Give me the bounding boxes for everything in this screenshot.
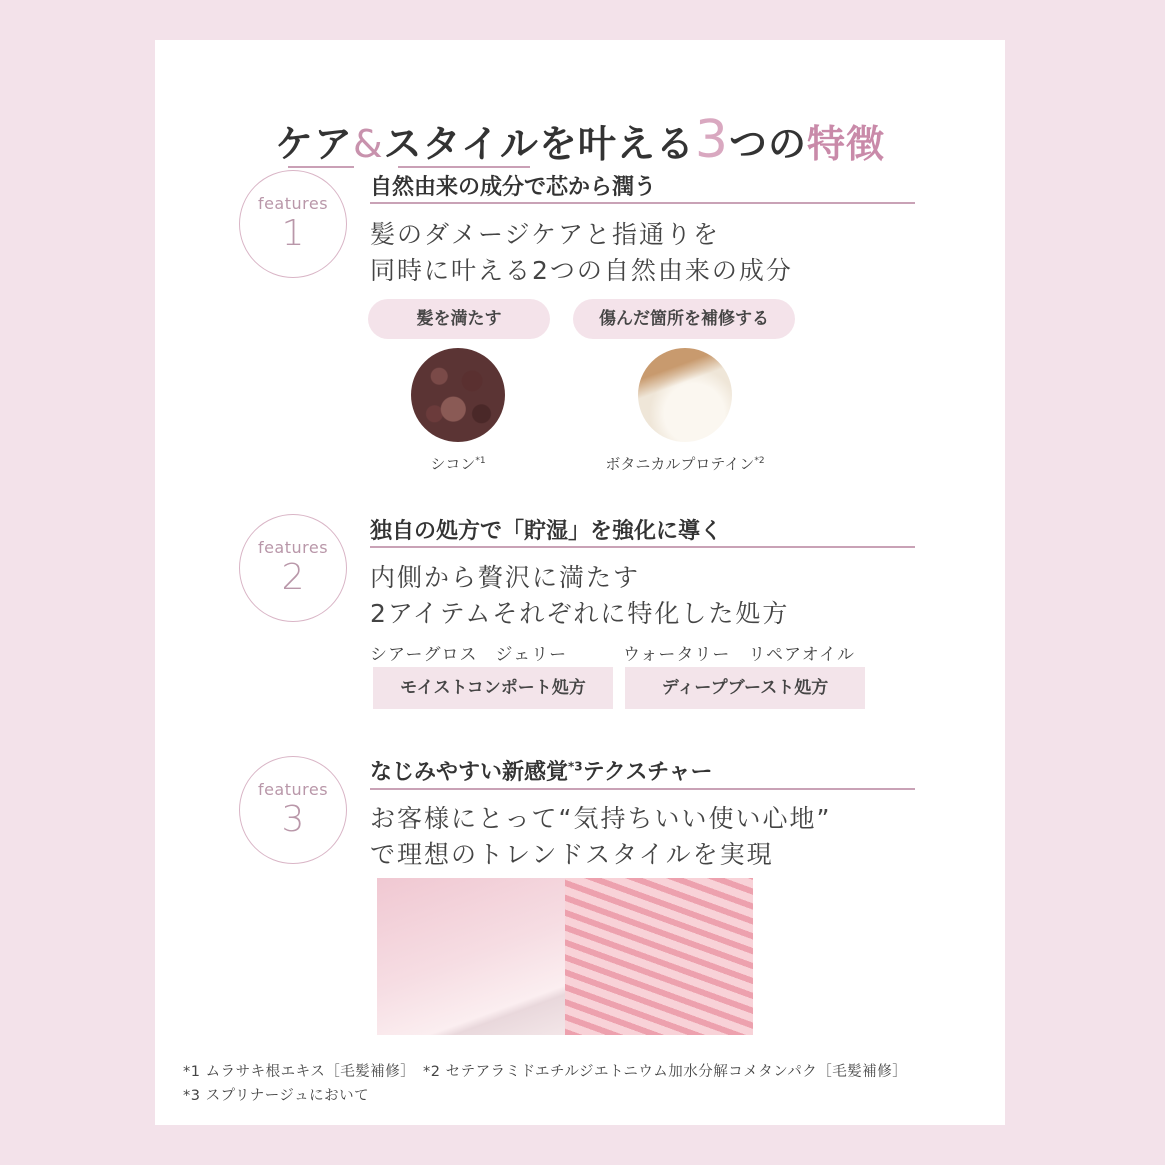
feature-3-desc-line1: お客様にとって“気持ちいい使い心地” bbox=[370, 804, 832, 833]
formula-moist-compote: モイストコンポート処方 bbox=[373, 667, 613, 709]
feature-1-desc-line1: 髪のダメージケアと指通りを bbox=[370, 220, 721, 249]
feature-3-desc-line2: で理想のトレンドスタイルを実現 bbox=[370, 840, 774, 869]
feature-2-badge bbox=[239, 514, 347, 622]
item-watery-repair-oil-label: ウォータリー リペアオイル bbox=[623, 645, 855, 665]
feature-1-badge bbox=[239, 170, 347, 278]
footnote-line1: *1 ムラサキ根エキス［毛髪補修］ *2 セテアラミドエチルジエトニウム加水分解コメタンパク［毛髪補修］ bbox=[183, 1064, 908, 1080]
title-part-kanaeru: を叶える bbox=[538, 122, 695, 166]
feature-2-desc-line2: 2アイテムそれぞれに特化した処方 bbox=[370, 599, 790, 628]
title-underline-care bbox=[288, 166, 354, 168]
shikon-caption: シコン$^{*1}$ bbox=[430, 455, 486, 473]
feature-card bbox=[155, 40, 1005, 1125]
feature-2-badge-label: features bbox=[257, 538, 329, 557]
feature-2-badge-number: 2 bbox=[281, 557, 305, 598]
shikon-image bbox=[411, 348, 505, 442]
pill-repair-damage: 傷んだ箇所を補修する bbox=[573, 299, 795, 339]
item-sheer-gloss-jelly-label: シアーグロス ジェリー bbox=[370, 645, 568, 665]
title-part-care: ケア bbox=[274, 122, 353, 166]
texture-jelly-image bbox=[377, 878, 565, 1035]
botanical-protein-caption: ボタニカルプロテイン$^{*2}$ bbox=[605, 455, 765, 473]
title-part-style: スタイル bbox=[383, 122, 539, 166]
feature-1-desc-line2: 同時に叶える2つの自然由来の成分 bbox=[370, 256, 793, 285]
feature-1-description bbox=[370, 217, 793, 289]
feature-3-badge bbox=[239, 756, 347, 864]
title-number: 3 bbox=[694, 110, 729, 170]
feature-1-title: 自然由来の成分で芯から潤う bbox=[370, 175, 657, 200]
formula-deep-boost: ディープブースト処方 bbox=[625, 667, 865, 709]
pill-fill-hair: 髪を満たす bbox=[368, 299, 550, 339]
feature-2-desc-line1: 内側から贅沢に満たす bbox=[370, 563, 641, 592]
feature-3-badge-label: features bbox=[257, 780, 329, 799]
feature-2-description bbox=[370, 560, 789, 632]
feature-1-badge-number: 1 bbox=[281, 213, 305, 254]
footnote-line2: *3 スプリナージュにおいて bbox=[183, 1088, 370, 1104]
feature-3-badge-number: 3 bbox=[281, 799, 305, 840]
feature-2-title: 独自の処方で「貯湿」を強化に導く bbox=[370, 519, 723, 544]
feature-3-description bbox=[370, 801, 831, 873]
page-title bbox=[155, 110, 1005, 170]
title-part-tsuno: つの bbox=[728, 122, 807, 166]
title-part-tokucho: 特徴 bbox=[807, 122, 886, 166]
feature-3-divider bbox=[370, 788, 915, 790]
feature-1-badge-label: features bbox=[257, 194, 329, 213]
feature-3-title: なじみやすい新感覚$^{*3}$テクスチャー bbox=[370, 759, 713, 785]
feature-2-divider bbox=[370, 546, 915, 548]
title-ampersand: & bbox=[352, 122, 384, 166]
texture-oil-image bbox=[565, 878, 753, 1035]
feature-1-divider bbox=[370, 202, 915, 204]
title-underline-style bbox=[398, 166, 530, 168]
botanical-protein-image bbox=[638, 348, 732, 442]
